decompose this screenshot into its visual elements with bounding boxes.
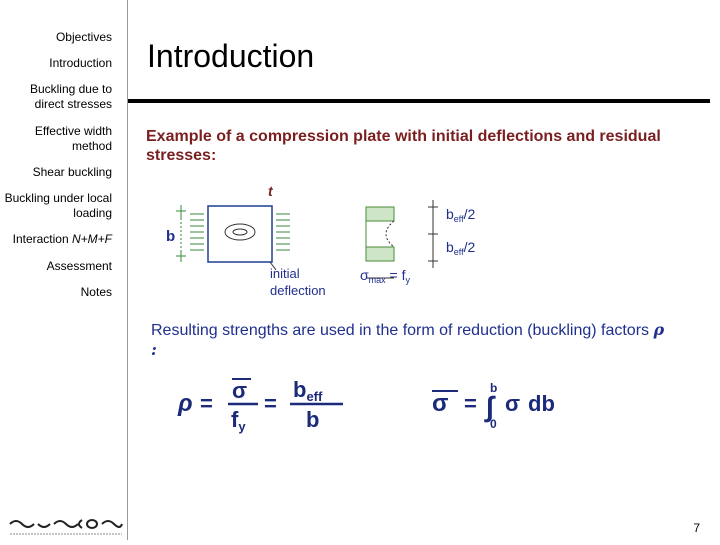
svg-text:b: b [306, 407, 320, 432]
svg-text:σ: σ [432, 390, 449, 417]
nav-item-interaction-italic: N+M+F [71, 232, 112, 246]
nav-item-notes[interactable]: Notes [80, 285, 112, 299]
plate-drawing [176, 205, 290, 270]
initial-deflection-line1: initial [270, 266, 300, 281]
sidebar-nav [0, 0, 128, 540]
svg-text:0: 0 [490, 417, 497, 431]
nav-item-local-loading[interactable]: Buckling under local loading [4, 191, 112, 220]
slide-title: Introduction [147, 38, 315, 74]
svg-text:σ: σ [505, 391, 521, 416]
svg-text:db: db [528, 391, 555, 416]
svg-text:fy: fy [231, 407, 246, 434]
nav-item-shear-buckling[interactable]: Shear buckling [32, 165, 112, 179]
beff-half-top: $b_{eff}/2$ [446, 206, 476, 224]
result-rho-symbol: ρ : [151, 320, 665, 359]
nav-item-buckling-direct-stresses[interactable]: Buckling due to direct stresses [29, 82, 112, 111]
page-number: 7 [693, 521, 700, 535]
sigma-max-label: $\sigma_{max} = f_y$ [360, 267, 411, 285]
svg-text:σ: σ [232, 378, 248, 403]
slide-subtitle: Example of a compression plate with initial deflections and residual stresses: [146, 128, 661, 164]
t-label: t [268, 183, 273, 199]
sidebar-divider [127, 0, 128, 540]
beff-half-bottom: $b_{eff}/2$ [446, 239, 476, 257]
nav-item-effective-width[interactable]: Effective width method [34, 124, 112, 153]
b-label: b [166, 228, 176, 245]
nav-item-interaction[interactable] [2, 232, 112, 247]
nav-item-assessment[interactable]: Assessment [46, 259, 112, 273]
svg-text:beff: beff [293, 377, 323, 404]
svg-text:b: b [490, 381, 498, 395]
title-rule [128, 99, 710, 103]
svg-text:=: = [464, 391, 477, 416]
svg-text:=: = [200, 391, 213, 416]
nav-item-interaction-prefix: Interaction [12, 232, 72, 246]
formula-left [177, 377, 343, 434]
result-text [151, 320, 671, 360]
result-text-body: Resulting strengths are used in the form of reduction (buckling) factors [151, 322, 650, 339]
logo-wordmark [4, 510, 126, 540]
stress-distribution [366, 200, 438, 278]
svg-text:=: = [264, 391, 277, 416]
nav-item-introduction[interactable]: Introduction [49, 56, 112, 70]
svg-text:∫: ∫ [486, 391, 494, 422]
formula-right [432, 381, 555, 431]
nav-item-objectives[interactable]: Objectives [55, 30, 112, 44]
initial-deflection-line2: deflection [270, 283, 326, 298]
svg-text:ρ: ρ [178, 390, 193, 417]
